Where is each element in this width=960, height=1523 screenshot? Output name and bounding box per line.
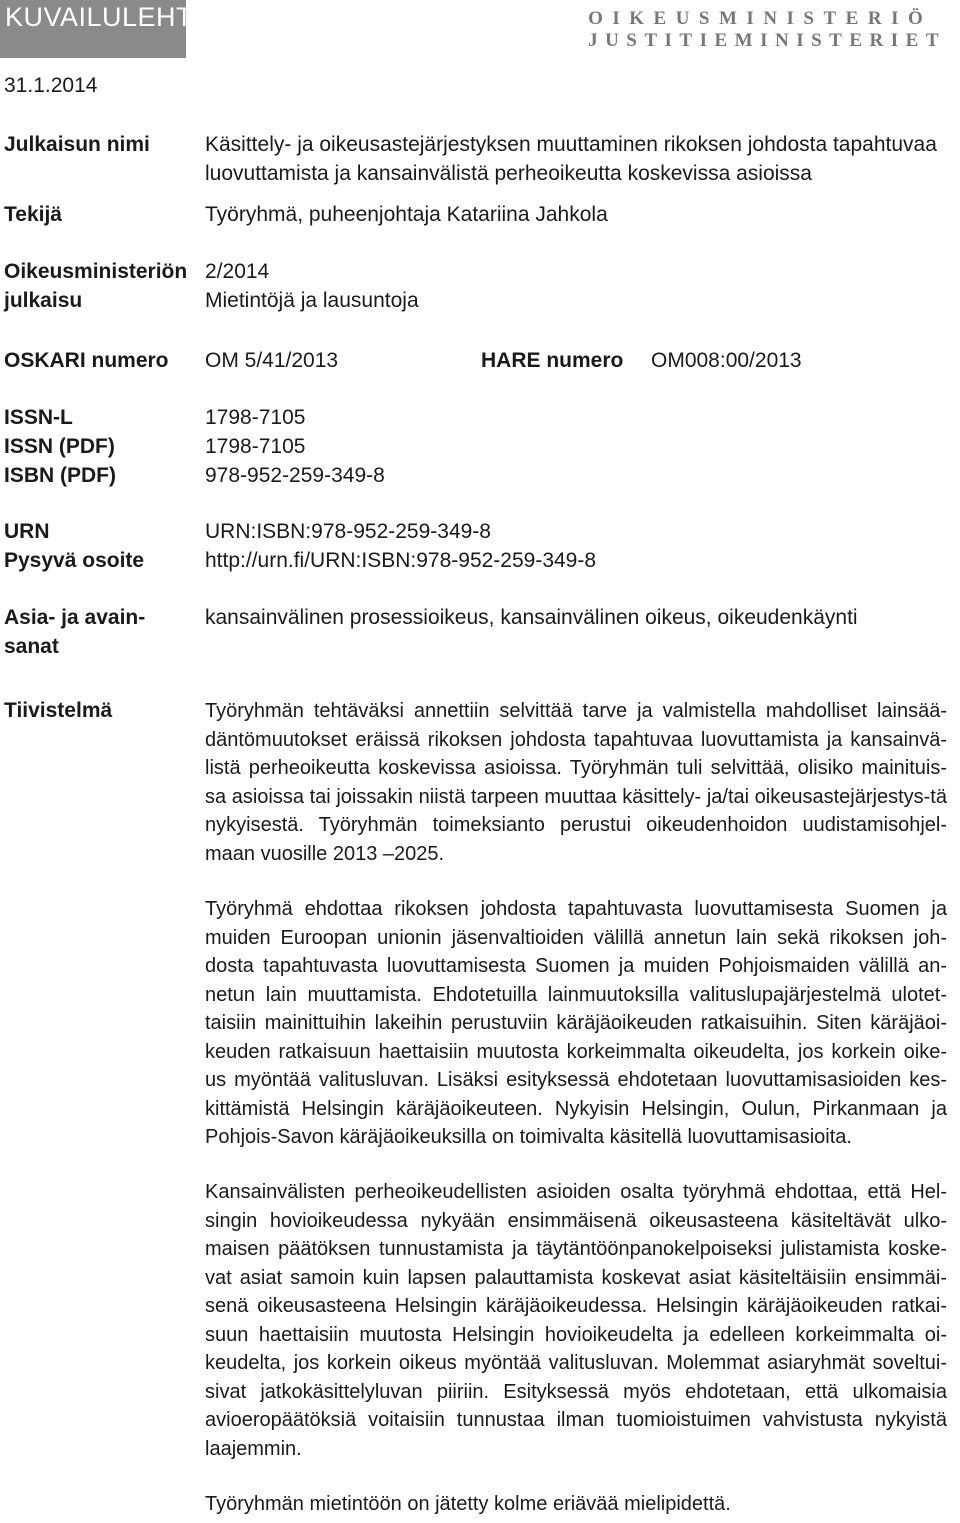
ministry-name-finnish: OIKEUSMINISTERIÖ <box>588 8 933 29</box>
banner-title: KUVAILULEHTI <box>5 2 202 32</box>
document-type-banner <box>0 0 202 58</box>
abstract-paragraph: Kansainvälisten perheoikeudellisten asioiden osalta työryhmä ehdottaa, että Hel-singin hovioikeudessa nykyään ensimmäisenä oikeusasteena käsiteltävät ulko-maisen päätöksen tunnustamista ja täytäntöönpanokelpoiseksi julistamista koske-vat asiat samoin kuin lapsen palauttamista koskevat asiat käsiteltäisiin ensimmäi-senä oikeusasteena Helsingin käräjäoikeudessa. Helsingin käräjäoikeuden ratkai-suun haettaisiin muutosta Helsingin hovioikeudelta ja edelleen korkeimmalta oi-keudelta, jos korkein oikeus myöntää valitusluvan. Molemmat asiaryhmät soveltui-sivat jatkokäsittelyluvan piiriin. Esityksessä myös ehdotetaan, että ulkomaisia avioeropäätöksiä voitaisiin tunnustaa ilman tuomioistuimen vahvistusta nykyistä laajemmin. <box>205 1181 947 1460</box>
abstract-label: Tiivistelmä <box>4 699 113 722</box>
urn-labels: URN Pysyvä osoite <box>4 520 145 572</box>
oskari-number-label: OSKARI numero <box>4 349 169 372</box>
publication-name-label: Julkaisun nimi <box>4 133 150 156</box>
document-date: 31.1.2014 <box>4 74 98 97</box>
abstract-paragraph: Työryhmän mietintöön on jätetty kolme eriävää mielipidettä. <box>205 1493 731 1515</box>
keywords-value: kansainvälinen prosessioikeus, kansainvälinen oikeus, oikeudenkäynti <box>205 606 858 629</box>
abstract-paragraph: Työryhmän tehtäväksi annettiin selvittää tarve ja valmistella mahdolliset lainsää-däntömuutokset eräissä rikoksen johdosta tapahtuvaa luovuttamista ja kansainvä-listä perheoikeutta koskevissa asioissa. Työryhmän tuli selvittää, olisiko mainituis-sa asioissa tai joissakin niistä tarpeen muuttaa käsittely- ja/tai oikeusastejärjestys-tä nykyisestä. Työryhmän toimeksianto perustui oikeudenhoidon uudistamisohjel-maan vuosille 2013 –2025. <box>205 700 947 865</box>
publication-name-value: Käsittely- ja oikeusastejärjestyksen muuttaminen rikoksen johdosta tapahtuvaa luovuttamista ja kansainvälistä perheoikeutta koskevissa asioissa <box>205 133 937 185</box>
oskari-number-value: OM 5/41/2013 <box>205 349 339 372</box>
issn-isbn-labels: ISSN-L ISSN (PDF) ISBN (PDF) <box>4 406 116 487</box>
urn-values: URN:ISBN:978-952-259-349-8 http://urn.fi/URN:ISBN:978-952-259-349-8 <box>205 520 597 572</box>
abstract-paragraph: Työryhmä ehdottaa rikoksen johdosta tapahtuvasta luovuttamisesta Suomen ja muiden Euroopan unionin jäsenvaltioiden välillä annetun lain sekä rikoksen joh-dosta tapahtuvasta luovuttamisesta Suomen ja muiden Pohjoismaiden välillä an-netun lain muuttamista. Ehdotetuilla lainmuutoksilla valituslupajärjestelmä ulotet-taisiin mainittuihin lakeihin perustuviin käräjäoikeuden ratkaisuihin. Siten käräjäoi-keuden ratkaisuun haettaisiin muutosta korkeimmalta oikeudelta, jos korkein oike-us myöntää valitusluvan. Lisäksi esityksessä ehdotetaan luovuttamisasioiden kes-kittämistä Helsingin käräjäoikeuteen. Nykyisin Helsingin, Oulun, Pirkanmaan ja Pohjois-Savon käräjäoikeuksilla on toimivalta käsitellä luovuttamisasioita. <box>205 898 947 1148</box>
ministry-publication-value: 2/2014 Mietintöjä ja lausuntoja <box>205 260 419 312</box>
hare-number-label: HARE numero <box>481 349 624 372</box>
ministry-logo <box>588 8 946 52</box>
ministry-publication-label: Oikeusministeriön julkaisu <box>4 260 188 312</box>
author-label: Tekijä <box>4 203 62 226</box>
keywords-label: Asia- ja avain- sanat <box>4 606 146 658</box>
ministry-name-swedish: JUSTITIEMINISTERIET <box>588 30 946 51</box>
hare-number-value: OM008:00/2013 <box>651 349 802 372</box>
issn-isbn-values: 1798-7105 1798-7105 978-952-259-349-8 <box>205 406 385 487</box>
author-value: Työryhmä, puheenjohtaja Katariina Jahkola <box>205 203 608 226</box>
